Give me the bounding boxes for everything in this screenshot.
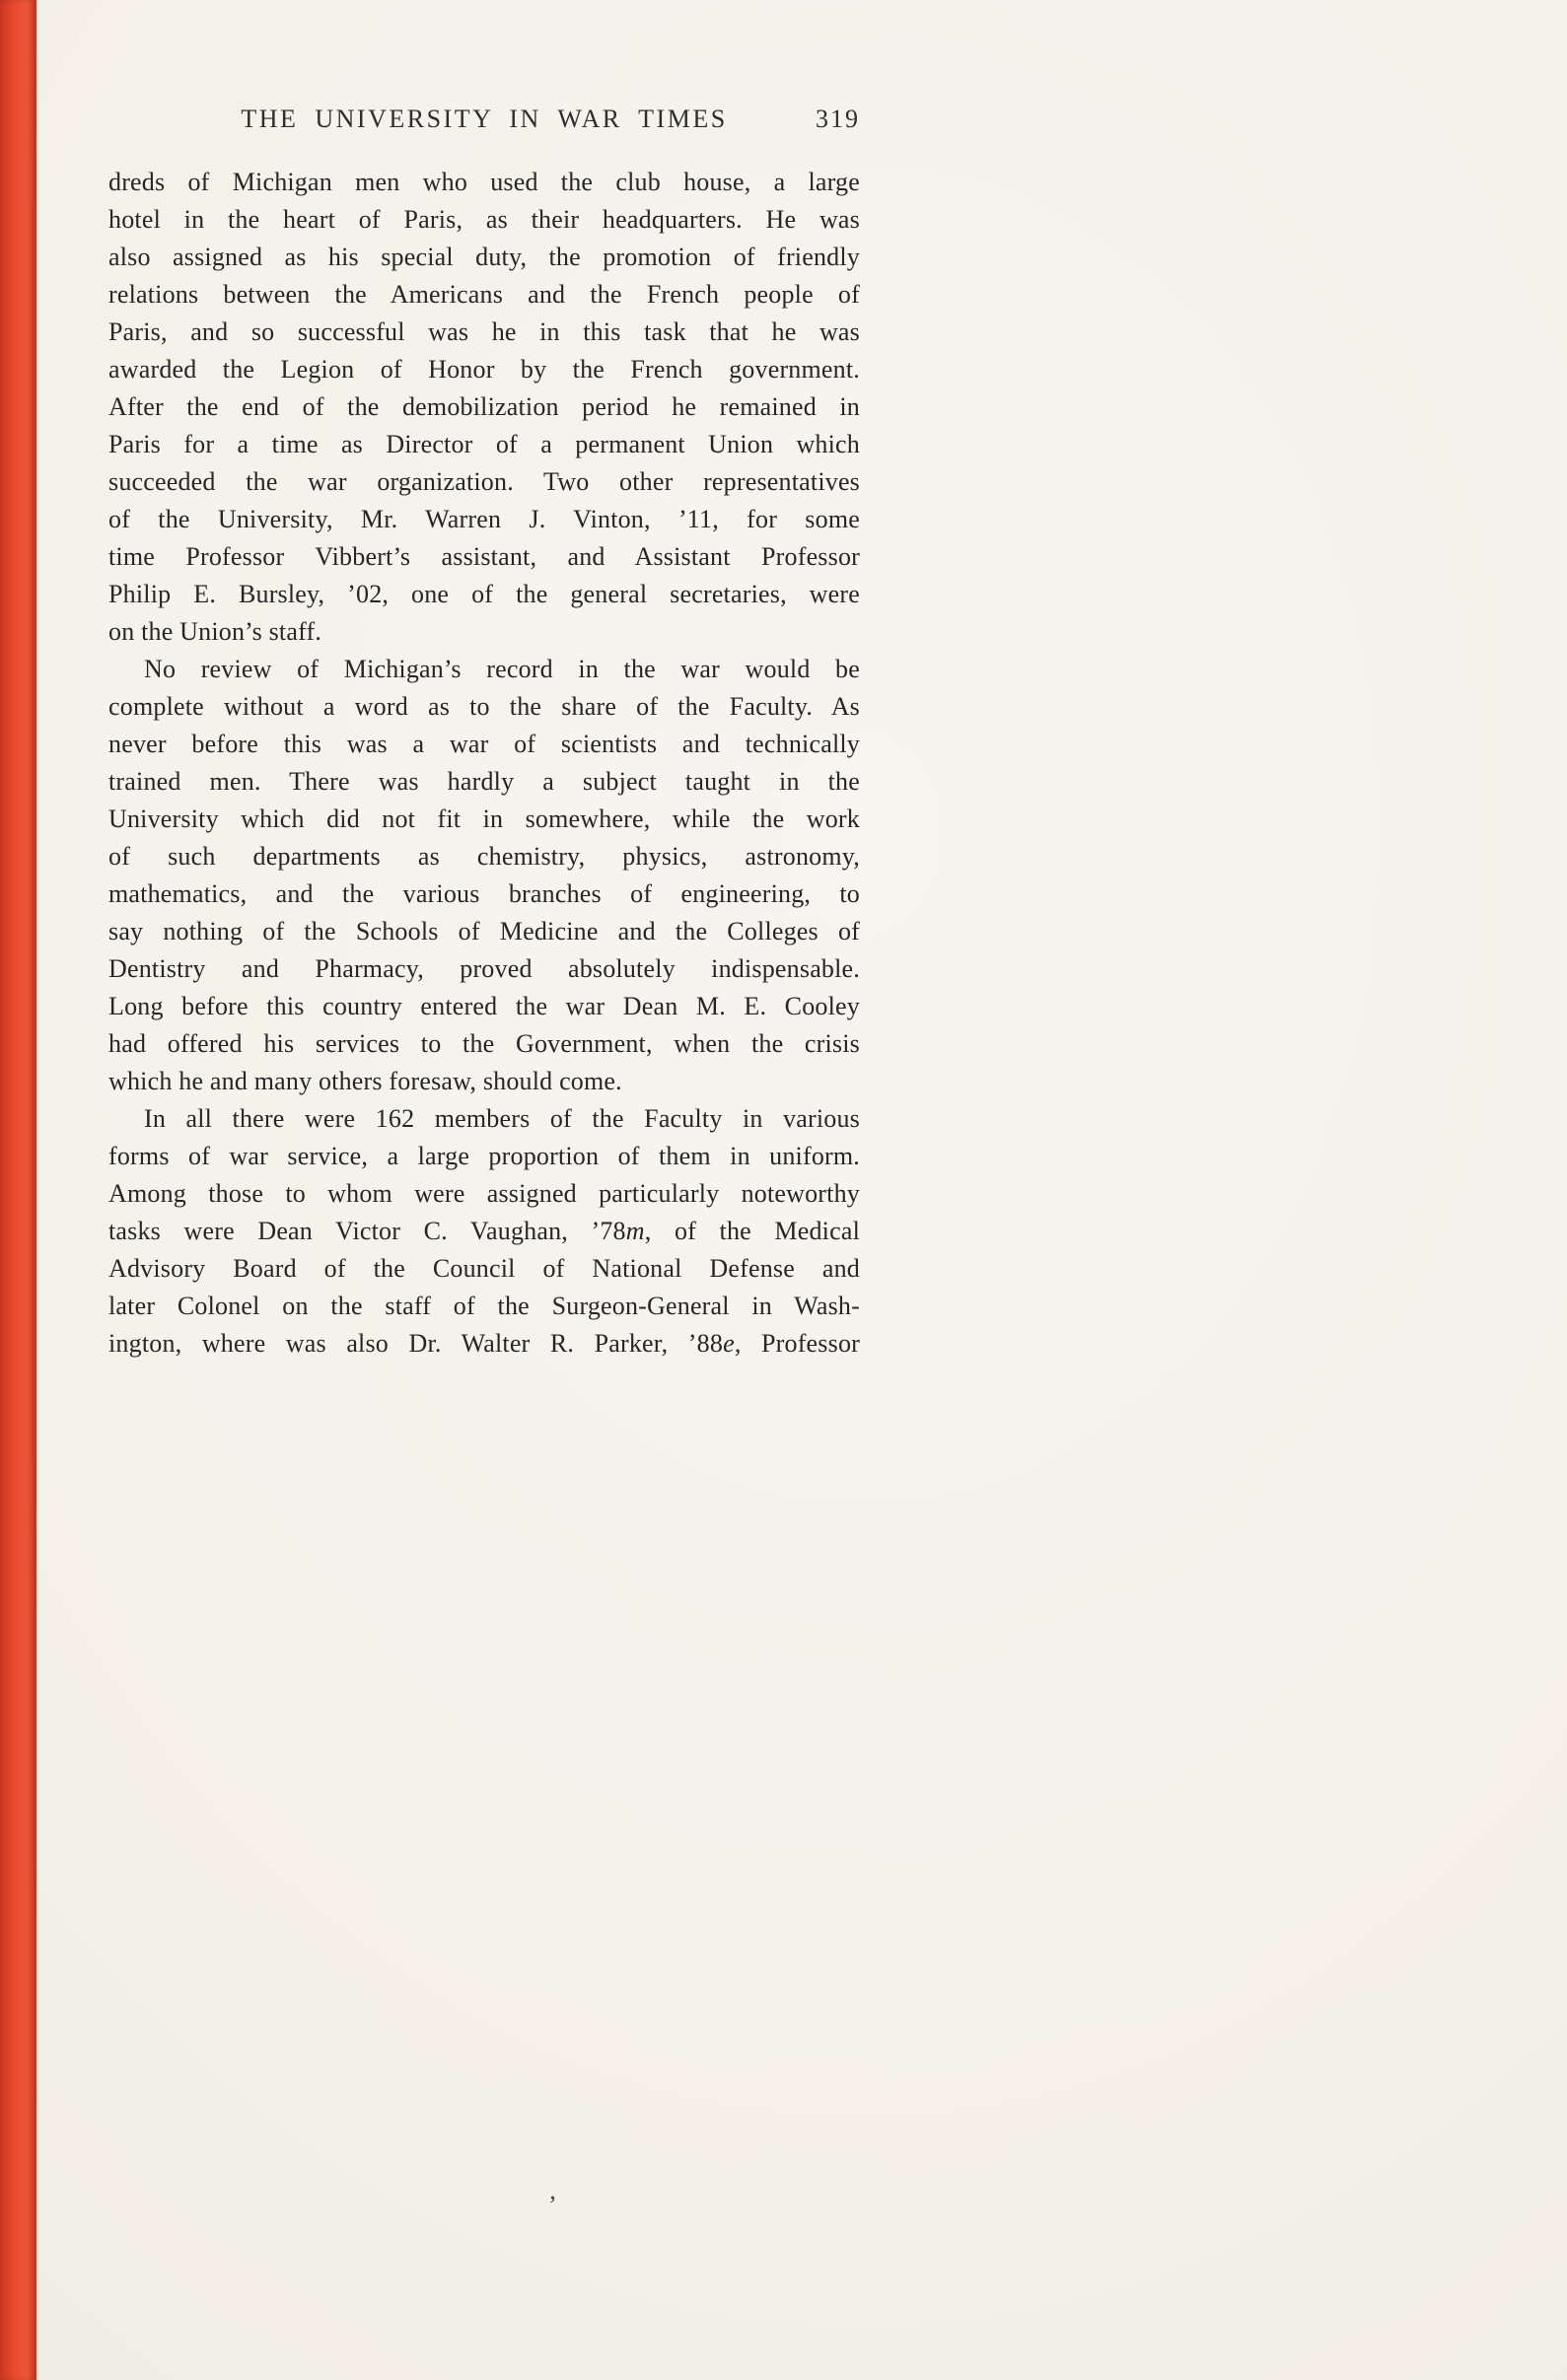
text-line [108,1063,860,1100]
text-line [108,875,860,913]
text-run: hotel in the heart of Paris, as their headquarters. He was [108,205,860,234]
text-run: forms of war service, a large proportion of them in uniform. [108,1142,860,1170]
text-run: also assigned as his special duty, the promotion of friendly [108,243,860,271]
text-run: which he and many others foresaw, should come. [108,1067,622,1095]
text-run: time Professor Vibbert’s assistant, and Assistant Professor [108,542,860,571]
text-line [108,501,860,538]
text-run: Philip E. Bursley, ’02, one of the general secretaries, were [108,580,860,608]
text-run: , Professor [734,1329,860,1358]
text-run: relations between the Americans and the French people of [108,280,860,309]
text-line [108,201,860,239]
text-run: Long before this country entered the war Dean M. E. Cooley [108,992,860,1020]
page-text [108,164,860,1363]
text-line [108,538,860,576]
text-run: Advisory Board of the Council of National Defense and [108,1254,860,1283]
text-line [108,651,860,688]
text-line [108,239,860,276]
text-run: No review of Michigan’s record in the war would be [144,655,860,683]
page-number: 319 [816,105,860,133]
text-line [108,726,860,763]
page-content [108,103,860,1363]
text-line [108,913,860,950]
text-run: mathematics, and the various branches of engineering, to [108,879,860,908]
text-run: ington, where was also Dr. Walter R. Parker, ’88 [108,1329,724,1358]
text-run: trained men. There was hardly a subject taught in the [108,767,860,796]
text-line [108,314,860,351]
text-run: complete without a word as to the share of the Faculty. As [108,692,860,721]
text-line [108,1100,860,1138]
text-run: later Colonel on the staff of the Surgeon-General in Wash- [108,1292,860,1320]
print-artifact: ’ [548,2191,557,2219]
text-run: of the University, Mr. Warren J. Vinton, ’11, for some [108,505,860,533]
text-line [108,276,860,314]
text-line [108,688,860,726]
text-run: of such departments as chemistry, physics, astronomy, [108,842,860,871]
text-line [108,576,860,613]
text-line [108,1288,860,1325]
italic-run: e [723,1329,735,1358]
text-line [108,988,860,1025]
text-line [108,388,860,426]
text-line [108,1250,860,1288]
text-run: say nothing of the Schools of Medicine and the Colleges of [108,917,860,945]
text-line [108,763,860,801]
text-run: After the end of the demobilization period he remained in [108,392,860,421]
italic-run: m [625,1217,645,1245]
text-line [108,801,860,838]
text-line [108,351,860,388]
text-run: University which did not fit in somewhere, while the work [108,805,860,833]
text-run: In all there were 162 members of the Faculty in various [144,1104,860,1133]
text-run: never before this was a war of scientists and technically [108,730,860,758]
text-line [108,164,860,201]
text-run: Dentistry and Pharmacy, proved absolutely indispensable. [108,954,860,983]
text-line [108,1213,860,1250]
text-line [108,1325,860,1363]
text-run: tasks were Dean Victor C. Vaughan, ’78 [108,1217,626,1245]
text-line [108,1025,860,1063]
text-line [108,1138,860,1175]
running-header [108,103,860,136]
text-run: had offered his services to the Government, when the crisis [108,1029,860,1058]
text-run: succeeded the war organization. Two other representatives [108,467,860,496]
text-run: Paris for a time as Director of a permanent Union which [108,430,860,458]
text-line [108,613,860,651]
text-line [108,426,860,463]
text-run: Among those to whom were assigned particularly noteworthy [108,1179,860,1208]
text-run: , of the Medical [644,1217,861,1245]
text-run: on the Union’s staff. [108,617,322,646]
page-title: THE UNIVERSITY IN WAR TIMES [241,105,728,133]
text-line [108,950,860,988]
text-run: dreds of Michigan men who used the club house, a large [108,168,860,196]
text-line [108,1175,860,1213]
text-line [108,838,860,875]
text-run: awarded the Legion of Honor by the French government. [108,355,860,384]
text-line [108,463,860,501]
book-spine-stripe [0,0,36,2380]
text-run: Paris, and so successful was he in this task that he was [108,317,860,346]
